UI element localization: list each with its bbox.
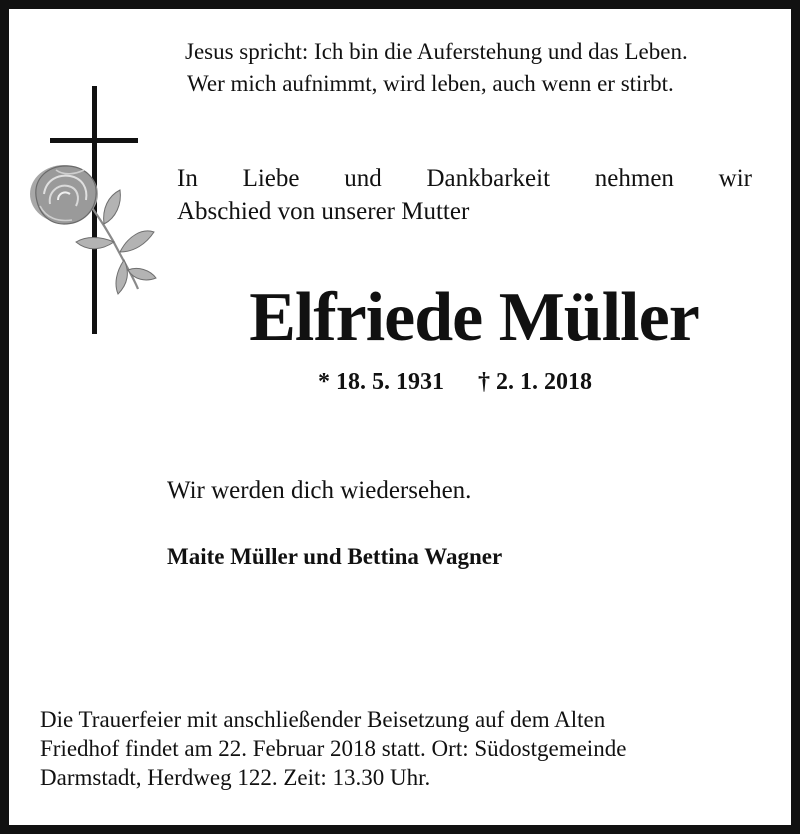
funeral-details	[40, 705, 740, 792]
verse-line-2: Wer mich aufnimmt, wird leben, auch wenn er stirbt.	[187, 71, 674, 96]
life-dates	[318, 366, 592, 398]
birth-date: * 18. 5. 1931	[318, 369, 444, 395]
death-date: † 2. 1. 2018	[478, 369, 592, 395]
verse-line-1: Jesus spricht: Ich bin die Auferstehung und das Leben.	[185, 39, 688, 64]
intro-line-2: Abschied von unserer Mutter	[177, 198, 470, 225]
funeral-line-3: Darmstadt, Herdweg 122. Zeit: 13.30 Uhr.	[40, 765, 431, 790]
farewell-message: Wir werden dich wiedersehen.	[167, 477, 472, 504]
intro-line-1: In Liebe und Dankbarkeit nehmen wir	[177, 165, 752, 192]
funeral-line-1: Die Trauerfeier mit anschließender Beisetzung auf dem Alten	[40, 707, 606, 732]
cross-horizontal-beam	[50, 138, 138, 143]
funeral-line-2: Friedhof findet am 22. Februar 2018 statt. Ort: Südostgemeinde	[40, 736, 627, 761]
intro-text	[177, 162, 752, 228]
bible-verse	[185, 36, 760, 100]
deceased-name: Elfriede Müller	[249, 279, 699, 356]
mourner-names: Maite Müller und Bettina Wagner	[167, 544, 503, 569]
